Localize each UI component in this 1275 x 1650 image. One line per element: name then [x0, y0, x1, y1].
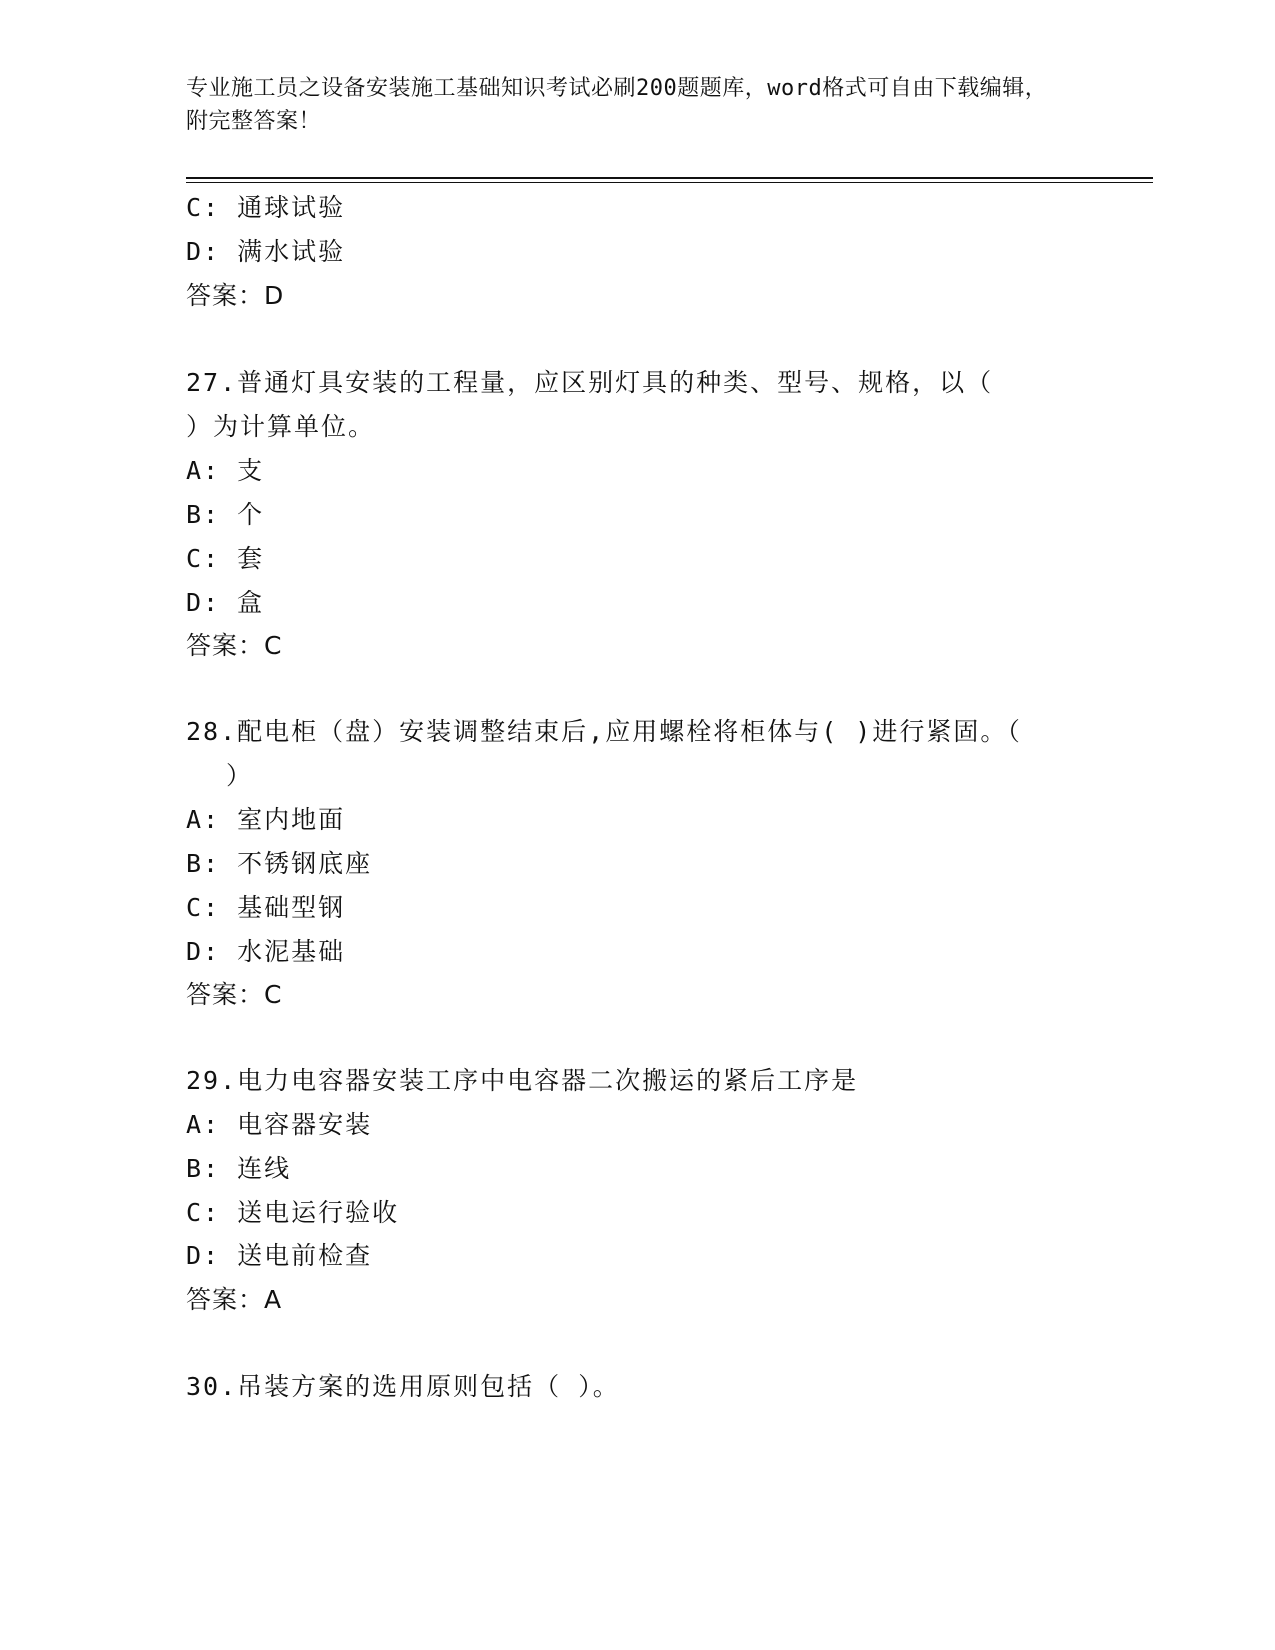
prev-option-c: C: 通球试验 — [186, 193, 346, 222]
document-header: 专业施工员之设备安装施工基础知识考试必刷200题题库，word格式可自由下载编辑，附完整答案！ — [186, 76, 1048, 134]
q29-answer: 答案：A — [186, 1285, 283, 1314]
q27-stem-line1: 27.普通灯具安装的工程量，应区别灯具的种类、型号、规格，以（ — [186, 368, 994, 397]
q28-stem-line1: 28.配电柜（盘）安装调整结束后,应用螺栓将柜体与( )进行紧固。（ — [186, 717, 1022, 746]
q29-option-c: C: 送电运行验收 — [186, 1198, 400, 1227]
header-rule-thick — [186, 177, 1153, 179]
q29-option-d: D: 送电前检查 — [186, 1241, 373, 1270]
q28-answer: 答案：C — [186, 980, 283, 1009]
q29-option-b: B: 连线 — [186, 1154, 292, 1183]
header-rule-thin — [186, 182, 1153, 183]
q28-option-d: D: 水泥基础 — [186, 937, 346, 966]
q27-option-c: C: 套 — [186, 544, 265, 573]
q30-stem-line1: 30.吊装方案的选用原则包括（ ）。 — [186, 1372, 620, 1401]
q27-option-b: B: 个 — [186, 500, 265, 529]
q28-stem-line2: ） — [226, 761, 254, 790]
q27-option-a: A: 支 — [186, 456, 265, 485]
q29-stem-line1: 29.电力电容器安装工序中电容器二次搬运的紧后工序是 — [186, 1066, 859, 1095]
prev-answer: 答案：D — [186, 281, 285, 310]
prev-option-d: D: 满水试验 — [186, 237, 346, 266]
q27-stem-line2: ）为计算单位。 — [186, 412, 376, 441]
q28-option-c: C: 基础型钢 — [186, 893, 346, 922]
q27-option-d: D: 盒 — [186, 588, 265, 617]
q29-option-a: A: 电容器安装 — [186, 1110, 373, 1139]
q28-option-a: A: 室内地面 — [186, 805, 346, 834]
q28-option-b: B: 不锈钢底座 — [186, 849, 373, 878]
q27-answer: 答案：C — [186, 631, 283, 660]
